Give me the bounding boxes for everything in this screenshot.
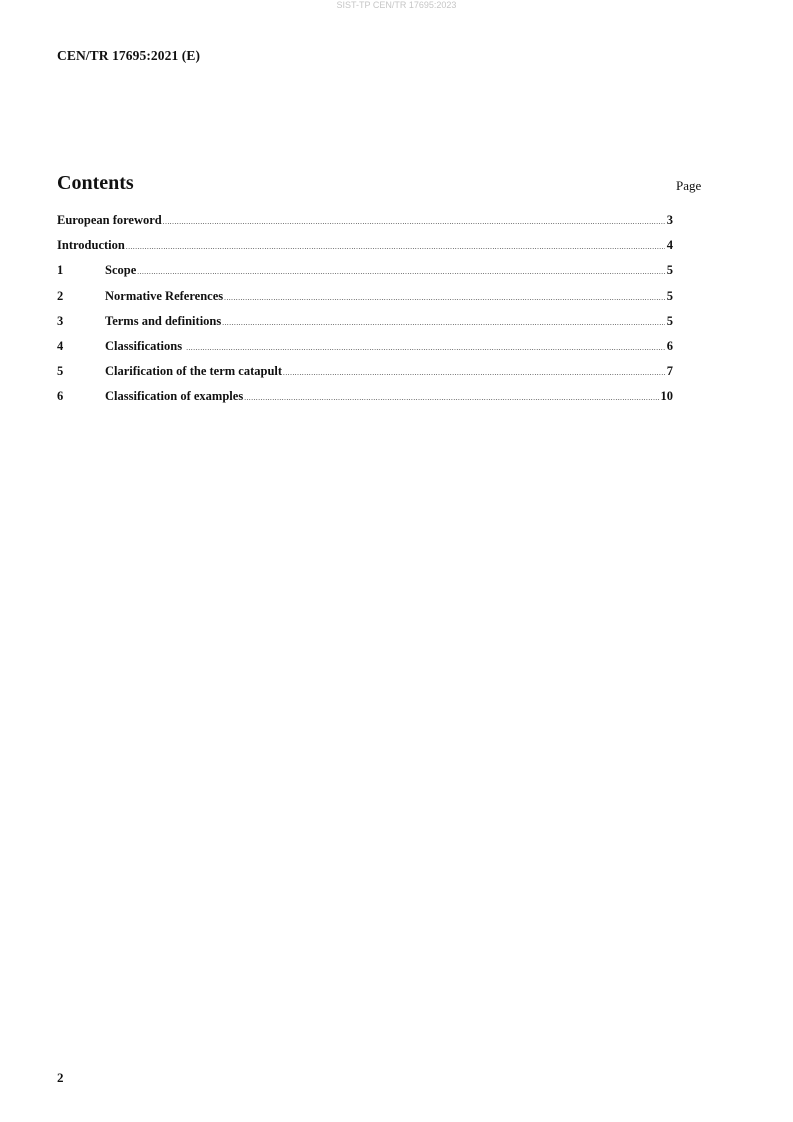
toc-entry-european-foreword[interactable] bbox=[57, 213, 673, 238]
toc-entry-introduction[interactable] bbox=[57, 238, 673, 263]
toc-dot-leader bbox=[186, 345, 665, 352]
toc-entry-number: 1 bbox=[57, 263, 64, 278]
toc-entry-title: Terms and definitions bbox=[105, 313, 222, 328]
toc-entry-number: 4 bbox=[57, 338, 64, 353]
toc-dot-leader bbox=[163, 219, 665, 226]
toc-entry-clarification-catapult[interactable] bbox=[57, 364, 673, 389]
toc-entry-title: Normative References bbox=[105, 288, 224, 303]
toc-entry-title: Scope bbox=[105, 263, 137, 278]
toc-entry-terms-and-definitions[interactable] bbox=[57, 314, 673, 339]
toc-dot-leader bbox=[224, 295, 665, 302]
toc-entry-page: 3 bbox=[666, 213, 673, 227]
toc-entry-page: 6 bbox=[666, 338, 673, 353]
toc-entry-title: Introduction bbox=[57, 238, 125, 253]
toc-entry-page: 5 bbox=[666, 263, 673, 278]
toc-entry-number: 5 bbox=[57, 364, 64, 379]
toc-entry-scope[interactable] bbox=[57, 263, 673, 288]
toc-entry-page: 7 bbox=[666, 364, 673, 379]
toc-entry-title: Classifications bbox=[105, 338, 186, 353]
toc-entry-title: Clarification of the term catapult bbox=[105, 364, 283, 379]
table-of-contents bbox=[57, 213, 673, 415]
toc-entry-number: 3 bbox=[57, 313, 64, 328]
toc-entry-page: 5 bbox=[666, 288, 673, 303]
toc-dot-leader bbox=[222, 320, 665, 327]
toc-entry-title: European foreword bbox=[57, 213, 162, 227]
toc-entry-page: 4 bbox=[666, 238, 673, 253]
toc-entry-number: 2 bbox=[57, 288, 64, 303]
page-number: 2 bbox=[57, 1070, 64, 1085]
page-column-label: Page bbox=[676, 178, 702, 193]
toc-entry-number: 6 bbox=[57, 389, 64, 404]
toc-dot-leader bbox=[137, 269, 665, 276]
document-identifier: CEN/TR 17695:2021 (E) bbox=[57, 48, 201, 63]
toc-entry-classifications[interactable] bbox=[57, 339, 673, 364]
toc-entry-page: 5 bbox=[666, 313, 673, 328]
toc-entry-normative-references[interactable] bbox=[57, 289, 673, 314]
toc-entry-classification-examples[interactable] bbox=[57, 389, 673, 414]
watermark: SIST-TP CEN/TR 17695:2023 bbox=[336, 0, 457, 10]
toc-dot-leader bbox=[283, 370, 665, 377]
toc-entry-page: 10 bbox=[660, 389, 673, 404]
toc-dot-leader bbox=[244, 395, 658, 402]
toc-dot-leader bbox=[126, 244, 665, 251]
toc-entry-title: Classification of examples bbox=[105, 389, 244, 404]
contents-heading: Contents bbox=[57, 172, 134, 194]
